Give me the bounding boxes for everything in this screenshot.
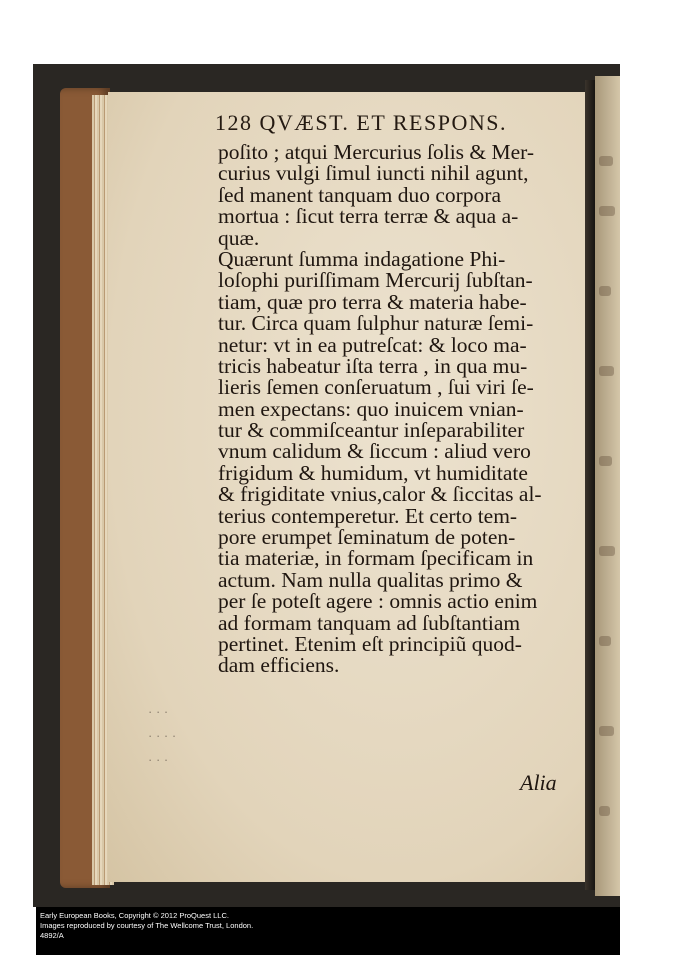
text-line: men expectans: quo inuicem vnian- xyxy=(218,396,524,421)
text-line: tricis habeatur iſta terra , in qua mu- xyxy=(218,353,528,378)
text-line: pertinet. Etenim eſt principiũ quod- xyxy=(218,631,522,656)
text-line: per ſe poteſt agere : omnis actio enim xyxy=(218,589,538,614)
running-header: 128 QVÆST. ET RESPONS. xyxy=(215,110,507,135)
footer-line: Early European Books, Copyright © 2012 ProQuest LLC. xyxy=(40,911,229,920)
text-line: terius contemperetur. Et certo tem- xyxy=(218,503,518,528)
footer-line: Images reproduced by courtesy of The Wellcome Trust, London. xyxy=(40,921,254,930)
text-line: vnum calidum & ſiccum : aliud vero xyxy=(218,439,531,464)
text-line: tur & commiſceantur inſeparabiliter xyxy=(218,418,525,443)
text-line: poſito ; atqui Mercurius ſolis & Mer- xyxy=(218,140,535,164)
text-line: ad formam tanquam ad ſubſtantiam xyxy=(218,610,521,635)
text-line: tur. Circa quam ſulphur naturæ ſemi- xyxy=(218,311,534,336)
text-line: dam efficiens. xyxy=(218,653,340,678)
text-line: & frigiditate vnius,calor & ſiccitas al- xyxy=(218,482,542,507)
body-text xyxy=(218,142,578,677)
catchword: Alia xyxy=(520,770,557,795)
text-line: actum. Nam nulla qualitas primo & xyxy=(218,567,523,592)
footer-line: 4892/A xyxy=(40,931,64,940)
text-line: frigidum & humidum, vt humiditate xyxy=(218,460,528,485)
copyright-footer xyxy=(36,907,620,955)
text-line: tiam, quæ pro terra & materia habe- xyxy=(218,289,527,314)
text-line: Quærunt ſumma indagatione Phi- xyxy=(218,246,506,271)
text-line: quæ. xyxy=(218,225,260,250)
text-line: lieris ſemen conſeruatum , ſui viri ſe- xyxy=(218,375,534,400)
text-line: curius vulgi ſimul iuncti nihil agunt, xyxy=(218,161,529,186)
faded-marginalia: · · · · · · · · · · xyxy=(148,704,177,767)
facing-page-edge xyxy=(595,76,620,896)
text-line: mortua : ſicut terra terræ & aqua a- xyxy=(218,204,519,229)
text-line: ſed manent tanquam duo corpora xyxy=(218,182,501,207)
text-line: pore erumpet ſeminatum de poten- xyxy=(218,525,516,550)
text-line: loſophi puriſſimam Mercurij ſubſtan- xyxy=(218,268,533,293)
text-line: tia materiæ, in formam ſpecificam in xyxy=(218,546,534,571)
text-line: netur: vt in ea putreſcat: & loco ma- xyxy=(218,332,527,357)
book-gutter xyxy=(585,80,595,890)
